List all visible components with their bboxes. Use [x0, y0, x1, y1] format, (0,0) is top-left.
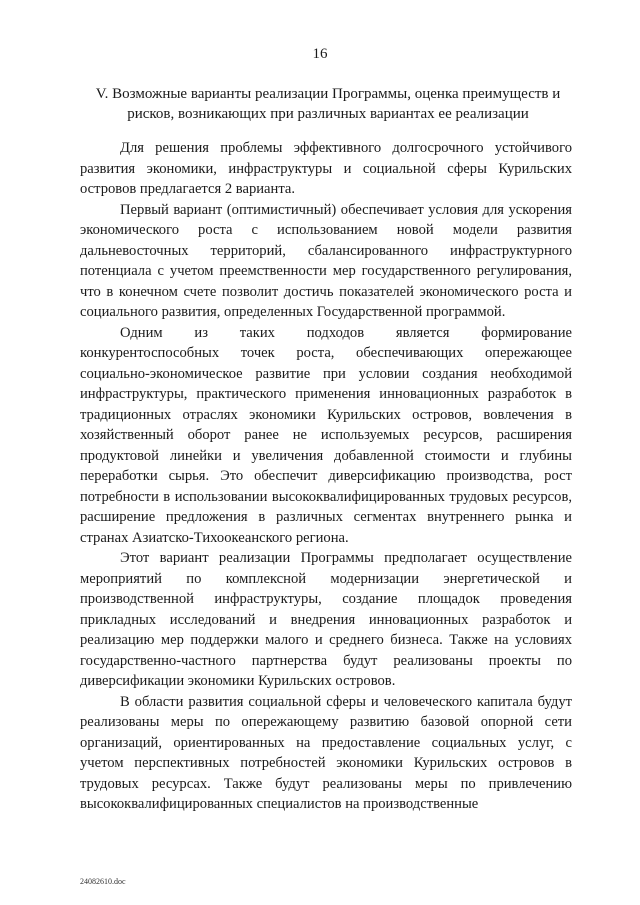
paragraph: Для решения проблемы эффективного долгосрочного устойчивого развития экономики, инфраструктуры и социальной сферы Курильских островов предлагается 2 варианта. — [80, 140, 572, 197]
section-heading: V. Возможные варианты реализации Программы, оценка преимуществ и рисков, возникающих при различных вариантах ее реализации — [95, 86, 561, 122]
body-text — [80, 138, 572, 815]
page-number: 16 — [312, 46, 328, 62]
paragraph: Первый вариант (оптимистичный) обеспечивает условия для ускорения экономического роста с использованием новой модели развития дальневосточных территорий, сбалансированного инфраструктурного потенциала с учетом преемственности мер государственного регулирования, что в конечном счете позволит достичь показателей экономического роста и социального развития, определенных Государственной программой. — [80, 201, 572, 320]
paragraph: В области развития социальной сферы и человеческого капитала будут реализованы меры по опережающему развитию базовой опорной сети организаций, ориентированных на предоставление социальных услуг, с учетом перспективных потребностей экономики Курильских островов в трудовых ресурсах. Также будут реализованы меры по привлечению высококвалифицированных специалистов на производственные — [80, 693, 572, 812]
footer-filename: 24082610.doc — [80, 877, 126, 886]
paragraph: Одним из таких подходов является формирование конкурентоспособных точек роста, обеспечивающих опережающее социально-экономическое развитие при условии создания необходимой инфраструктуры, практического применения инновационных разработок в традиционных отраслях экономики Курильских островов, вовлечения в хозяйственный оборот ранее не используемых ресурсов, расширения продуктовой линейки и увеличения добавленной стоимости и глубины переработки сырья. Это обеспечит диверсификацию производства, рост потребности в использовании высококвалифицированных трудовых ресурсов, расширение предложения в различных сегментах внутреннего рынка и странах Азиатско-Тихоокеанского региона. — [80, 324, 572, 546]
paragraph: Этот вариант реализации Программы предполагает осуществление мероприятий по комплексной модернизации энергетической и производственной инфраструктуры, создание площадок проведения прикладных исследований и внедрения инновационных разработок и реализацию мер поддержки малого и среднего бизнеса. Также на условиях государственно-частного партнерства будут реализованы проекты по диверсификации экономики Курильских островов. — [80, 550, 572, 689]
